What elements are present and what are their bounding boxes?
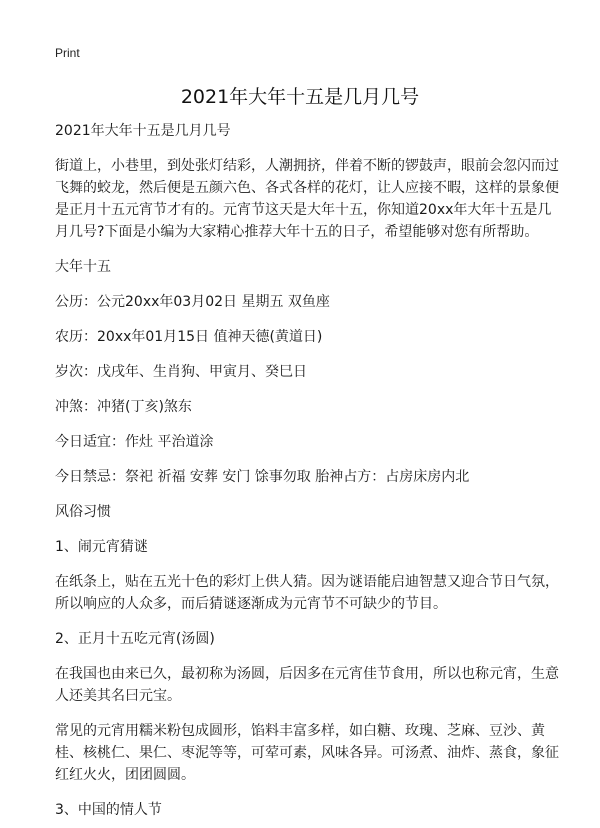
suitable-line: 今日适宜：作灶 平治道涂: [55, 434, 214, 450]
section-heading: 大年十五: [55, 259, 111, 275]
body-paragraph: 在我国也由来已久，最初称为汤圆，后因多在元宵佳节食用，所以也称元宵，生意人还美其名曰元宝。: [55, 666, 559, 704]
body-paragraph: 常见的元宵用糯米粉包成圆形，馅料丰富多样，如白糖、玫瑰、芝麻、豆沙、黄桂、核桃仁、果仁、枣泥等等，可荤可素，风味各异。可汤煮、油炸、蒸食，象征红红火火，团团圆圆。: [55, 723, 559, 783]
taboo-line: 今日禁忌：祭祀 祈福 安葬 安门 馀事勿取 胎神占方：占房床房内北: [55, 469, 470, 485]
subtitle-paragraph: 2021年大年十五是几月几号: [55, 123, 231, 139]
list-item-heading: 3、中国的情人节: [55, 802, 162, 818]
lunar-date-line: 农历：20xx年01月15日 值神天德(黄道日): [55, 329, 323, 345]
section-heading: 风俗习惯: [55, 504, 111, 520]
intro-paragraph: 街道上，小巷里，到处张灯结彩，人潮拥挤，伴着不断的锣鼓声，眼前会忽闪而过飞舞的蛟龙，然后便是五颜六色、各式各样的花灯，让人应接不暇，这样的景象便是正月十五元宵节才有的。元宵节这天是大年十五，你知道20xx年大年十五是几月几号?下面是小编为大家精心推荐大年十五的日子，希望能够对您有所帮助。: [55, 158, 559, 240]
document-title: 2021年大年十五是几月几号: [180, 86, 420, 108]
solar-date-line: 公历：公元20xx年03月02日 星期五 双鱼座: [55, 294, 330, 310]
body-paragraph: 在纸条上，贴在五光十色的彩灯上供人猜。因为谜语能启迪智慧又迎合节日气氛，所以响应的人众多，而后猜谜逐渐成为元宵节不可缺少的节目。: [55, 574, 559, 612]
list-item-heading: 1、闹元宵猜谜: [55, 539, 148, 555]
ganzhi-line: 岁次：戊戌年、生肖狗、甲寅月、癸巳日: [55, 364, 307, 380]
document-body: [55, 120, 560, 821]
list-item-heading: 2、正月十五吃元宵(汤圆): [55, 631, 215, 647]
chongsha-line: 冲煞：冲猪(丁亥)煞东: [55, 399, 192, 415]
print-link[interactable]: Print: [55, 46, 80, 60]
